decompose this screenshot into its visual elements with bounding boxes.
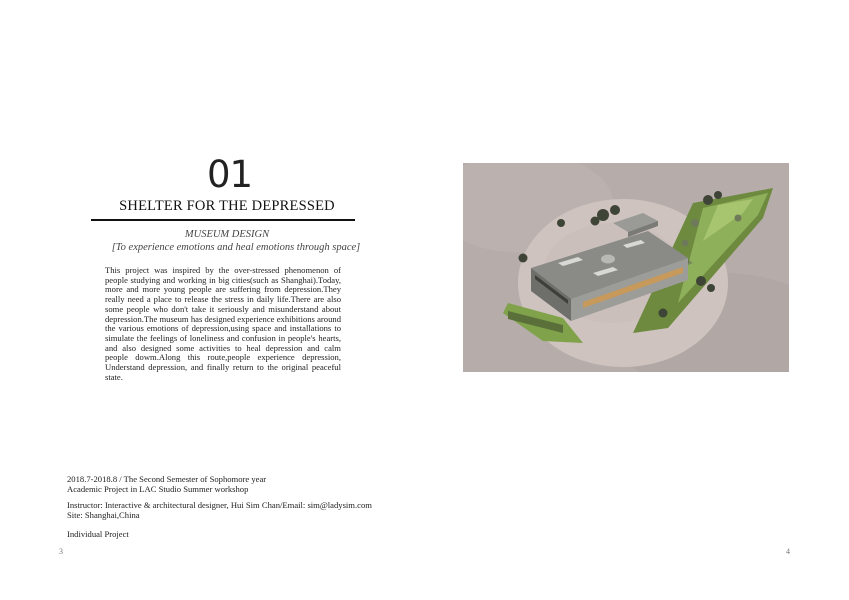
project-subtitle: MUSEUM DESIGN [184,229,270,240]
meta-block-instructor [67,500,372,520]
museum-axonometric-rendering [463,163,789,372]
project-title: SHELTER FOR THE DEPRESSED [119,198,335,214]
project-number: 01 [207,153,253,196]
meta-site: Site: Shanghai,China [67,510,140,520]
project-tagline: [To experience emotions and heal emotions through space] [111,242,361,253]
meta-block-academic [67,474,266,494]
project-description: This project was inspired by the over-stressed phenomenon of people studying and working in big cities(such as Shanghai).Today, more and more young people are suffering from depression.They really need a place to release the stress in daily life.There are also some people who don't take it seriously and misunderstand about depression.The museum has designed experience exhibitions around the various emotions of depression,using space and installations to simulate the feelings of loneliness and confusion in people's hearts, and also designed some activities to heal depression and calm people dowm.Along this route,people experience depression, Understand depression, and finally return to the original peaceful state. [105,265,341,382]
page-number-left: 3 [59,547,63,556]
meta-block-type [67,529,129,539]
title-divider [91,219,355,221]
rendering-illustration [463,163,789,372]
meta-period: 2018.7-2018.8 / The Second Semester of Sophomore year [67,474,267,484]
page-number-right: 4 [786,547,790,556]
meta-program: Academic Project in LAC Studio Summer workshop [67,484,249,494]
meta-project-type: Individual Project [67,529,129,539]
meta-instructor: Instructor: Interactive & architectural designer, Hui Sim Chan/Email: sim@ladysim.com [67,500,372,510]
